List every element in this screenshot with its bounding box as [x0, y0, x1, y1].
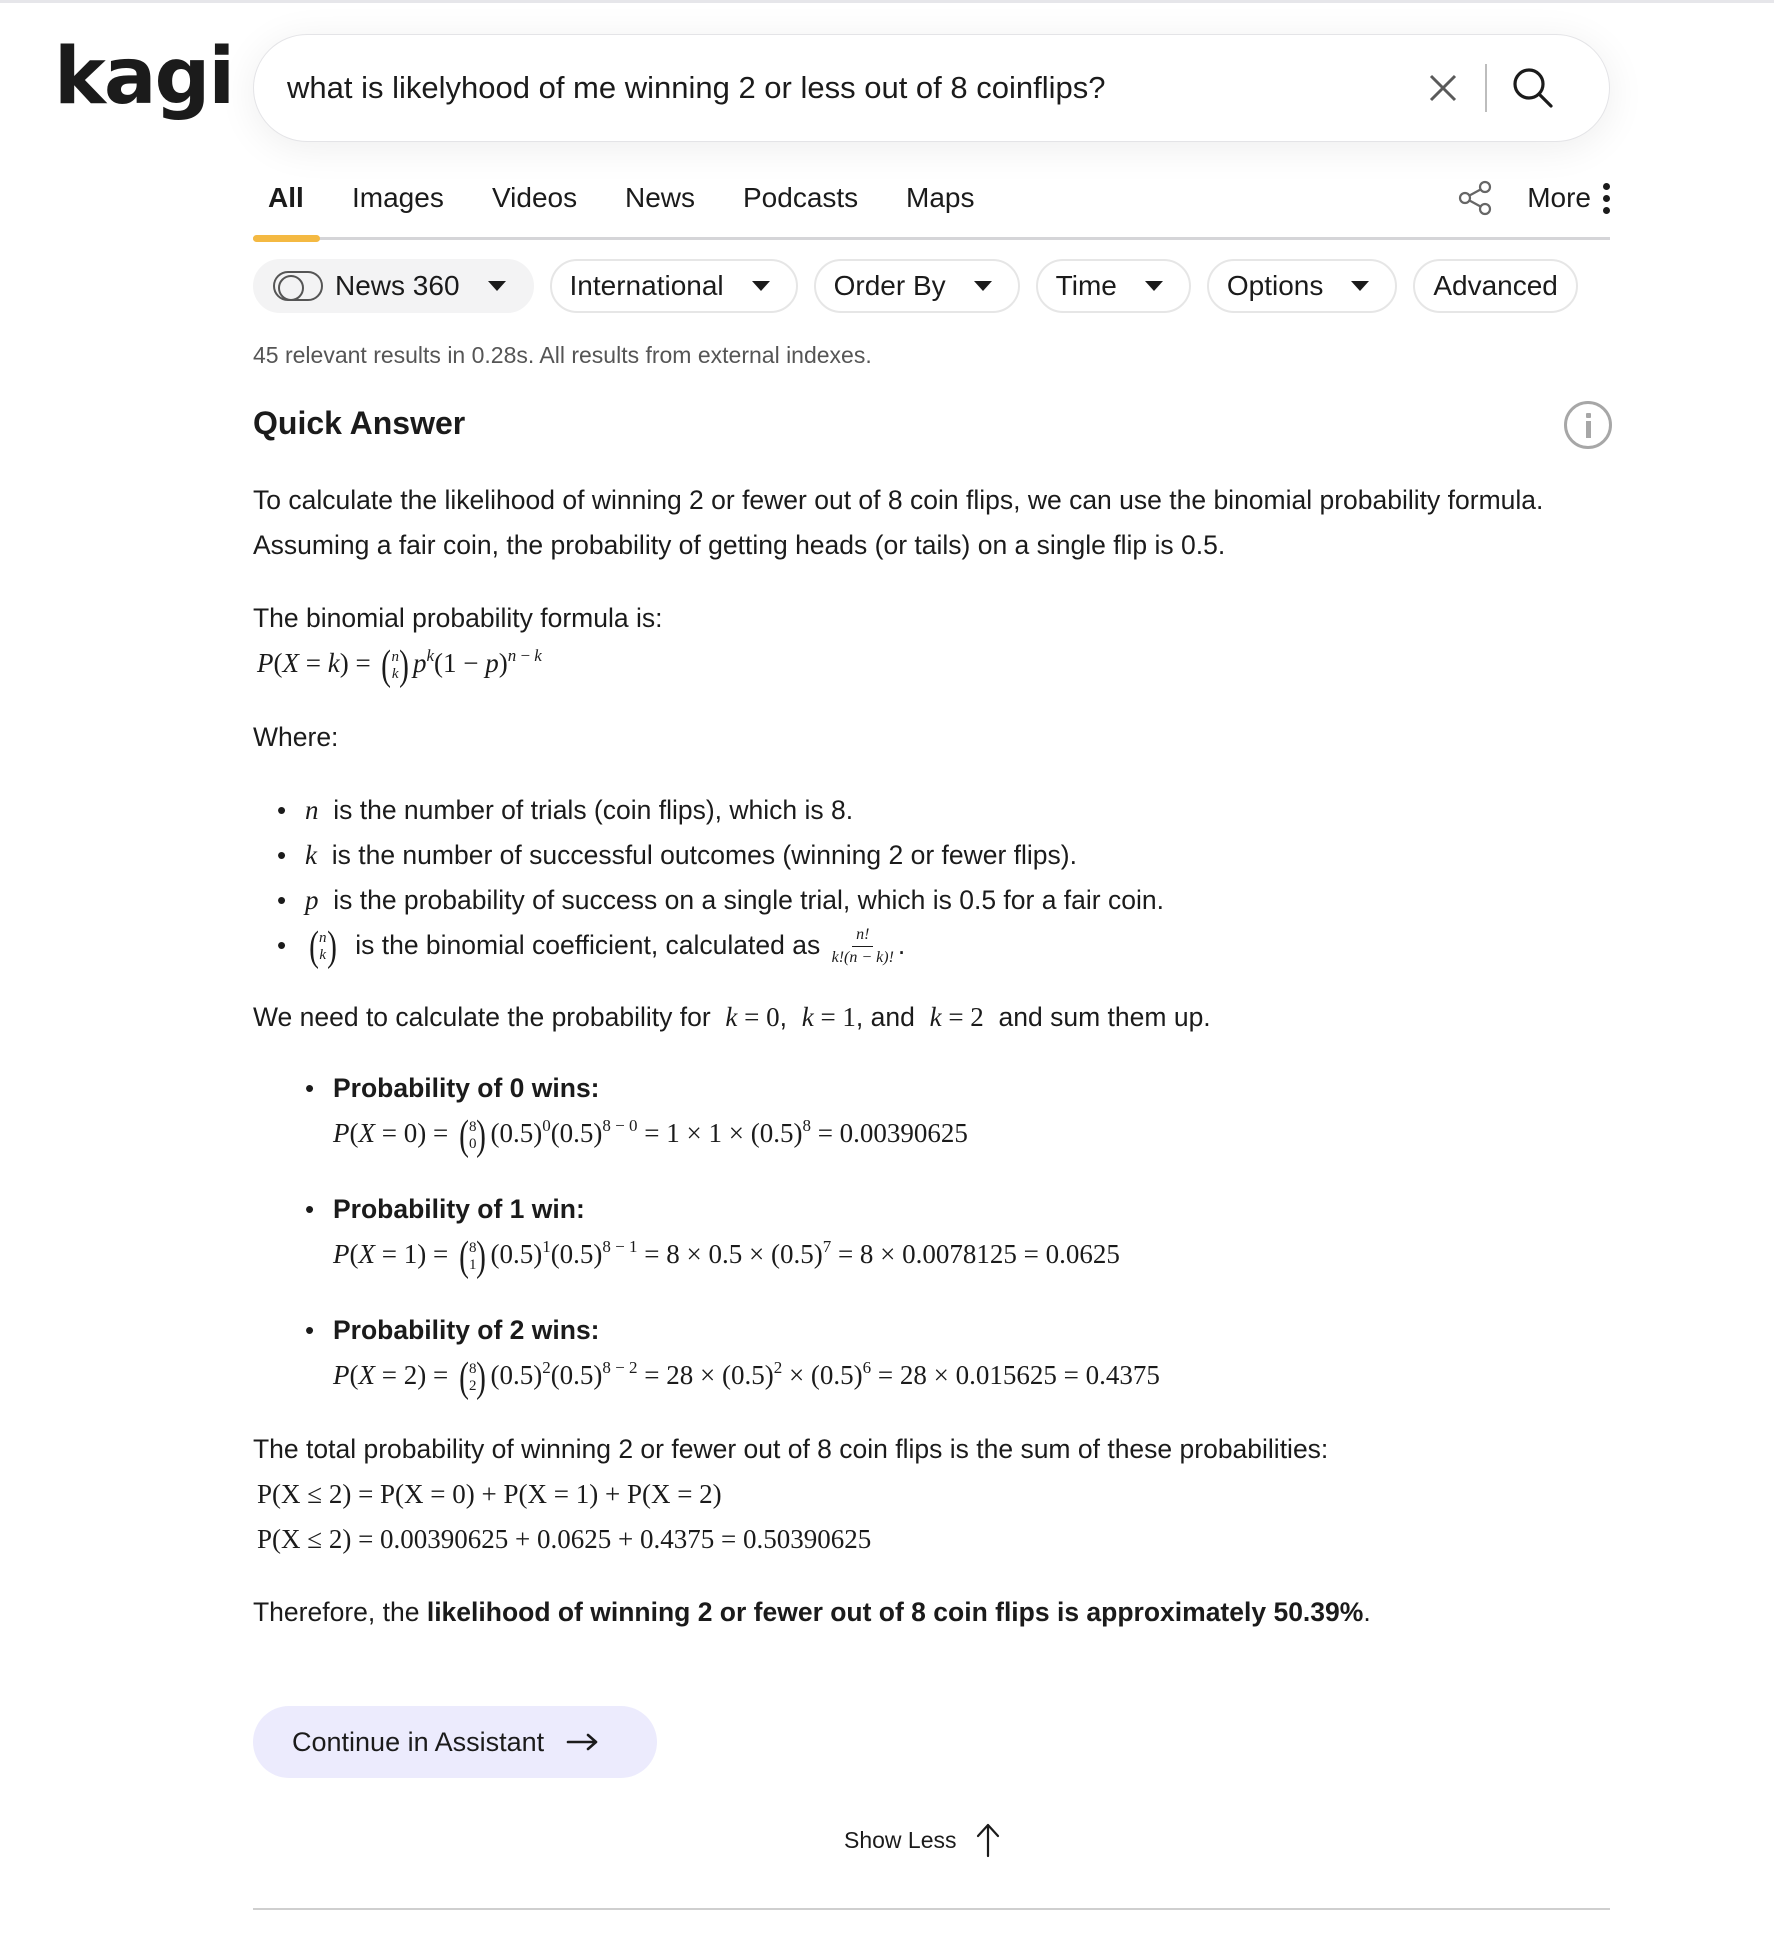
arrow-right-icon: [566, 1732, 600, 1752]
time-dropdown[interactable]: [1036, 259, 1191, 313]
binomial-formula: P(X = k) = ( n k ) $p^k(1 - p)^{n - k}$: [257, 642, 542, 689]
more-label: More: [1527, 182, 1591, 213]
results-meta: 45 relevant results in 0.28s. All results from external indexes.: [253, 342, 872, 368]
search-input[interactable]: [254, 70, 1421, 106]
toggle-switch-icon[interactable]: [273, 271, 323, 301]
search-bar: [253, 34, 1610, 142]
news360-toggle[interactable]: [253, 259, 534, 313]
region-dropdown[interactable]: [550, 259, 798, 313]
search-divider: [1485, 64, 1487, 112]
news360-label: News 360: [335, 270, 460, 301]
definition-binomial-coefficient: • ( n k ) is the binomial coefficient, calculated as $\frac{n!}{k!(n - k)!}$ .: [305, 923, 1610, 970]
conclusion-bold: likelihood of winning 2 or fewer out of 8 coin flips is approximately 50.39%: [426, 1596, 1364, 1627]
kagi-logo[interactable]: kagi: [54, 32, 234, 122]
tab-videos[interactable]: Videos: [492, 182, 578, 213]
order-by-label: Order By: [833, 270, 946, 301]
caret-down-icon: [752, 281, 770, 291]
options-label: Options: [1226, 270, 1324, 301]
total-formula-line2: P(X ≤ 2) = 0.00390625 + 0.0625 + 0.4375 = 0.50390625: [257, 1523, 872, 1554]
region-label: International: [569, 270, 724, 301]
filter-bar: [253, 259, 1578, 313]
caret-down-icon: [1351, 281, 1369, 291]
search-icon[interactable]: [1509, 64, 1557, 112]
definition-p: • p is the probability of success on a single trial, which is 0.5 for a fair coin.: [305, 878, 1610, 923]
continue-in-assistant-button[interactable]: [253, 1706, 657, 1778]
time-label: Time: [1055, 270, 1117, 301]
active-tab-indicator: [253, 235, 320, 242]
definition-k: • k is the number of successful outcomes (winning 2 or fewer flips).: [305, 833, 1610, 878]
caret-down-icon: [1145, 281, 1163, 291]
order-by-dropdown[interactable]: [814, 259, 1020, 313]
tab-images[interactable]: Images: [352, 182, 444, 213]
caret-down-icon: [974, 281, 992, 291]
definition-n: • n is the number of trials (coin flips), which is 8.: [305, 788, 1610, 833]
show-less-label: Show Less: [844, 1826, 957, 1853]
where-label: Where:: [253, 721, 339, 752]
advanced-button[interactable]: [1413, 259, 1578, 313]
info-icon[interactable]: [1564, 401, 1612, 449]
continue-label: Continue in Assistant: [292, 1726, 545, 1757]
close-icon[interactable]: [1421, 66, 1465, 110]
section-divider: [253, 1908, 1610, 1910]
definitions-list: [253, 788, 1610, 970]
answer-intro: To calculate the likelihood of winning 2 or fewer out of 8 coin flips, we can use the binomial probability formula. Assuming a fair coin, the probability of getting heads (or tails) on a single flip is 0.5.: [253, 485, 1544, 560]
arrow-up-icon: [973, 1822, 1003, 1858]
advanced-label: Advanced: [1433, 270, 1558, 301]
quick-answer-title: Quick Answer: [253, 405, 466, 441]
tabs-right-actions: [1457, 180, 1610, 216]
quick-answer-body: [253, 478, 1610, 1635]
tab-news[interactable]: News: [625, 182, 696, 213]
case-0-wins: • Probability of 0 wins: P(X = 0) = ( 8 0 ) $(0.5)^0(0.5)^{8 - 0} = 1 \times 1 \times (0.5)^8 = 0.00390625$: [333, 1066, 1610, 1157]
cases-list: [253, 1066, 1610, 1401]
case-2-wins: • Probability of 2 wins: P(X = 2) = ( 8 2 ) $(0.5)^2(0.5)^{8 - 2} = 28 \times (0.5)^2 \times (0.5)^6 = 28 \times 0.015625 = 0.4375$: [333, 1308, 1610, 1399]
share-icon[interactable]: [1457, 180, 1493, 216]
tab-all[interactable]: All: [268, 182, 304, 213]
conclusion: Therefore, the likelihood of winning 2 or fewer out of 8 coin flips is approximately 50.39%.: [253, 1596, 1371, 1627]
search-tabs: [253, 178, 1610, 240]
top-border: [0, 0, 1774, 3]
case-1-win: • Probability of 1 win: P(X = 1) = ( 8 1 ) $(0.5)^1(0.5)^{8 - 1} = 8 \times 0.5 \times (0.5)^7 = 8 \times 0.0078125 = 0.0625$: [333, 1187, 1610, 1278]
formula-intro: The binomial probability formula is:: [253, 603, 663, 633]
options-dropdown[interactable]: [1207, 259, 1398, 313]
more-dots-icon: [1603, 183, 1610, 214]
show-less-button[interactable]: [844, 1822, 1003, 1858]
tab-maps[interactable]: Maps: [906, 182, 975, 213]
tab-podcasts[interactable]: Podcasts: [743, 182, 859, 213]
calc-intro: We need to calculate the probability for k = 0, k = 1, and k = 2 and sum them up.: [253, 1002, 1211, 1033]
total-formula-line1: P(X ≤ 2) = P(X = 0) + P(X = 1) + P(X = 2): [257, 1478, 722, 1509]
caret-down-icon: [488, 281, 506, 291]
total-intro: The total probability of winning 2 or fewer out of 8 coin flips is the sum of these probabilities:: [253, 1433, 1329, 1464]
more-menu-button[interactable]: [1527, 182, 1610, 214]
